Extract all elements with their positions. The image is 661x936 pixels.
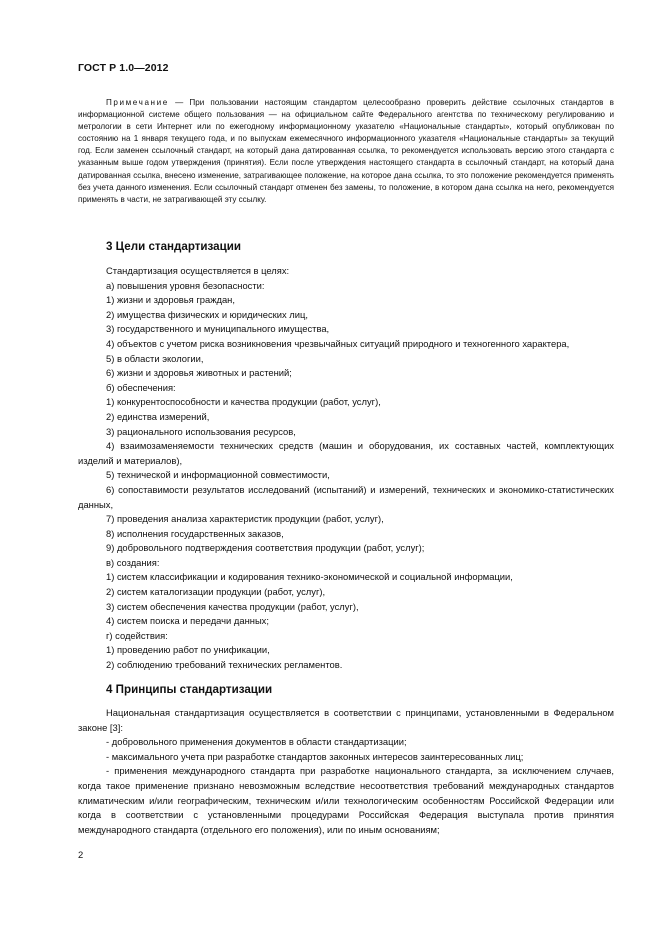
- list-item: - максимального учета при разработке стандартов законных интересов заинтересованных лиц;: [106, 750, 524, 762]
- page-number: 2: [78, 849, 84, 860]
- list-item: 4) объектов с учетом риска возникновения чрезвычайных ситуаций природного и техногенного характера,: [106, 337, 570, 349]
- list-item: 6) жизни и здоровья животных и растений;: [106, 367, 292, 379]
- list-item: б) обеспечения:: [106, 381, 176, 393]
- list-item: а) повышения уровня безопасности:: [106, 279, 265, 291]
- list-item: 8) исполнения государственных заказов,: [106, 527, 284, 539]
- list-item: 1) проведению работ по унификации,: [106, 644, 270, 656]
- paragraph: Национальная стандартизация осуществляется в соответствии с принципами, установленными в Федеральном законе [3]:: [78, 707, 614, 733]
- note-label: Примечание: [106, 98, 169, 107]
- list-item: 4) систем поиска и передачи данных;: [106, 615, 269, 627]
- list-item: Стандартизация осуществляется в целях:: [106, 265, 290, 276]
- note-paragraph: [78, 97, 614, 206]
- list-item: - применения международного стандарта при разработке национального стандарта, за исключением случаев, когда такое применение признано невозможным вследствие несоответствия требований международных стандартов климатическим и/или географическим, техническим и/или технологическим особенностям Российской Федерации или когда в соответствии с установленными процедурами Российская Федерация выступала против принятия международного стандарта (отдельного его положения), или по иным основаниям;: [78, 765, 614, 835]
- document-code-header: ГОСТ Р 1.0—2012: [78, 62, 169, 74]
- list-item: 9) добровольного подтверждения соответствия продукции (работ, услуг);: [106, 542, 425, 554]
- list-item: 2) систем каталогизации продукции (работ, услуг),: [106, 586, 326, 598]
- list-item: 1) систем классификации и кодирования технико-экономической и социальной информации,: [106, 571, 513, 583]
- section-4-title: 4 Принципы стандартизации: [106, 683, 273, 696]
- list-item: г) содействия:: [106, 629, 168, 641]
- list-item: 1) конкурентоспособности и качества продукции (работ, услуг),: [106, 396, 381, 408]
- reference-note: [78, 97, 614, 206]
- section-4-body: [78, 706, 614, 837]
- list-item: 2) единства измерений,: [106, 410, 210, 422]
- list-item: 3) систем обеспечения качества продукции (работ, услуг),: [106, 600, 359, 612]
- list-item: 3) рационального использования ресурсов,: [106, 425, 296, 437]
- list-item: 7) проведения анализа характеристик продукции (работ, услуг),: [106, 513, 384, 525]
- list-item: в) создания:: [106, 556, 160, 568]
- note-text: — При пользовании настоящим стандартом целесообразно проверить действие ссылочных стандартов в информационной системе общего пользования — на официальном сайте Федерального агентства по техническому регулированию и метрологии в сети Интернет или по ежегодному информационному указателю «Национальные стандарты», который опубликован по состоянию на 1 января текущего года, и по выпускам ежемесячного информационного указателя «Национальные стандарты» за текущий год. Если заменен ссылочный стандарт, на который дана датированная ссылка, то рекомендуется использовать версию этого стандарта с указанным выше годом утверждения (принятия). Если после утверждения настоящего стандарта в ссылочный стандарт, на который дана датированная ссылка, внесено изменение, затрагивающее положение, на которое дана ссылка, то это положение рекомендуется применять без учета данного изменения. Если ссылочный стандарт отменен без замены, то положение, в котором дана ссылка на него, рекомендуется применять в части, не затрагивающей эту ссылку.: [78, 98, 614, 204]
- list-item: 3) государственного и муниципального имущества,: [106, 323, 330, 335]
- list-item: 2) имущества физических и юридических лиц,: [106, 308, 308, 320]
- list-item: 2) соблюдению требований технических регламентов.: [106, 659, 343, 671]
- list-item: 5) в области экологии,: [106, 352, 204, 364]
- list-item: 5) технической и информационной совместимости,: [106, 469, 330, 481]
- section-3-title: 3 Цели стандартизации: [106, 240, 241, 253]
- list-item: 6) сопоставимости результатов исследований (испытаний) и измерений, технических и экономико-статистических данных,: [78, 483, 614, 510]
- list-item: 4) взаимозаменяемости технических средств (машин и оборудования, их составных частей, комплектующих изделий и материалов),: [78, 440, 614, 466]
- list-item: - добровольного применения документов в области стандартизации;: [106, 736, 407, 748]
- section-3-body: [78, 264, 614, 673]
- list-item: 1) жизни и здоровья граждан,: [106, 294, 235, 306]
